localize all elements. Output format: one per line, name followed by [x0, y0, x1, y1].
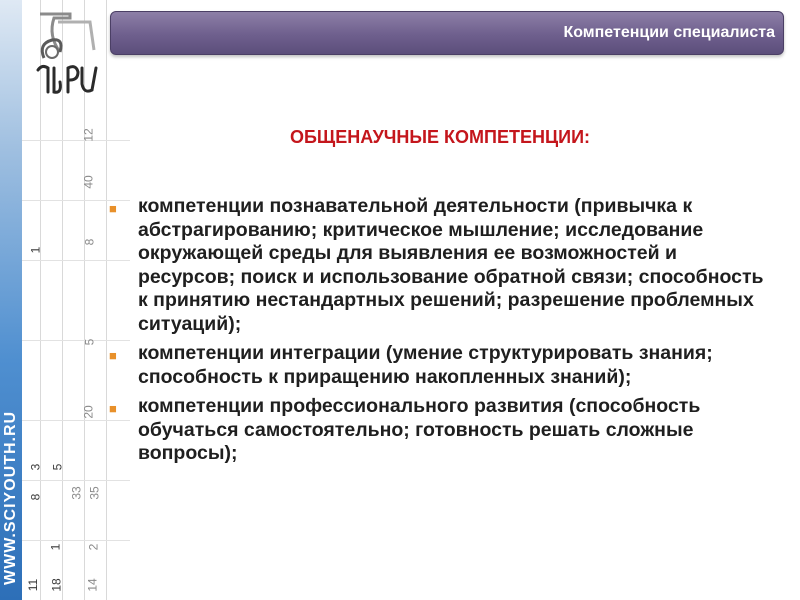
grid-number: 14 [85, 578, 100, 592]
list-item-text: компетенции познавательной деятельности (привычка к абстрагированию; критическое мышление; исследование окружающей среды для выявления ее возможностей и ресурсов; поиск и использование обратной связи; способность к принятию нестандартных решений; разрешение проблемных ситуаций); [138, 195, 764, 335]
grid-number: 3 [28, 463, 43, 471]
grid-number: 1 [28, 246, 43, 254]
grid-number: 20 [81, 405, 96, 419]
side-banner-url: WWW.SCIYOUTH.RU [2, 410, 19, 585]
grid-number: 2 [86, 543, 101, 551]
grid-number: 1 [48, 543, 63, 551]
grid-line [22, 540, 130, 541]
logo-icon [30, 8, 108, 104]
grid-number: 33 [69, 486, 84, 500]
header-bar [110, 11, 784, 55]
grid-number: 35 [87, 486, 102, 500]
bullet-icon: ■ [109, 348, 117, 363]
competency-list [109, 195, 778, 472]
list-item [109, 342, 778, 389]
grid-line [22, 260, 130, 261]
grid-number: 11 [26, 578, 41, 592]
grid-number: 5 [82, 338, 97, 346]
university-logo [30, 8, 108, 104]
list-item-text: компетенции интеграции (умение структурировать знания; способность к приращению накопленных знаний); [138, 342, 713, 388]
grid-line [22, 140, 130, 141]
bullet-icon: ■ [109, 401, 117, 416]
grid-number: 40 [81, 175, 96, 189]
grid-line [22, 480, 130, 481]
grid-number: 8 [28, 493, 43, 501]
page-title: Компетенции специалиста [563, 24, 775, 41]
grid-number: 8 [82, 238, 97, 246]
side-banner [0, 0, 22, 600]
grid-number: 18 [49, 578, 64, 592]
grid-number: 12 [81, 128, 96, 142]
section-heading: ОБЩЕНАУЧНЫЕ КОМПЕТЕНЦИИ: [289, 127, 590, 147]
grid-number: 5 [50, 463, 65, 471]
list-item [109, 195, 778, 336]
list-item [109, 395, 778, 466]
grid-line [22, 340, 130, 341]
bullet-icon: ■ [109, 201, 117, 216]
list-item-text: компетенции профессионального развития (способность обучаться самостоятельно; готовность решать сложные вопросы); [138, 395, 701, 464]
